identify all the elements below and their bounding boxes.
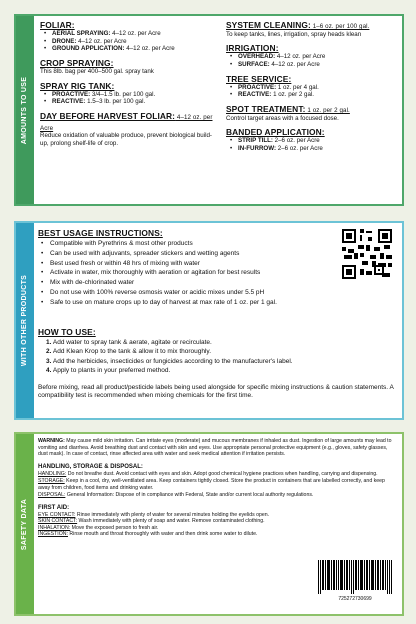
barcode-number: 725272730699 <box>338 596 372 602</box>
inhalation-item: INHALATION: Move the exposed person to fresh air. <box>38 524 159 531</box>
banded-title: BANDED APPLICATION: <box>226 127 325 138</box>
ingestion-item: INGESTION: Rinse mouth and throat thoroughly with water and then drink some water to dilute. <box>38 531 258 537</box>
handling-title: HANDLING, STORAGE & DISPOSAL: <box>38 463 143 470</box>
warning-text: WARNING: May cause mild skin irritation. Can irritate eyes (moderate) and mucous membranes if inhaled as dust. Ingestion of large amounts may lead to vomiting and diarrhea. Avoid breathing dust and contact with skin and eyes. Use appropriate personal protective equipment (e.g., gloves, safety glasses, dust mask). In case of contact, rinse affected area with water and seek medical attention if irritation persists. <box>38 438 392 457</box>
banded-section <box>226 127 402 152</box>
list-item: • REACTIVE: 1 oz. per 2 gal. <box>226 91 402 99</box>
list-item: • Safe to use on mature crops up to day of harvest at max rate of 1 oz. per 1 gal. <box>38 298 338 308</box>
system-text: To keep tanks, lines, irrigation, spray heads klean <box>226 30 362 38</box>
harvest-section <box>40 111 220 147</box>
foliar-title: FOLIAR: <box>40 20 75 30</box>
list-item: 3. Add the herbicides, insecticides or fungicides according to the manufacturer's label. <box>46 357 293 365</box>
amounts-right-column <box>226 20 402 158</box>
list-item: • OVERHEAD: 4–12 oz. per Acre <box>226 53 402 61</box>
list-item: • DRONE: 4–12 oz. per Acre <box>40 38 220 46</box>
spot-section <box>226 104 402 122</box>
eye-contact-item: EYE CONTACT: Rinse immediately with plenty of water for several minutes holding the eyelids open. <box>38 511 270 518</box>
spot-title: SPOT TREATMENT: 1 oz. per 2 gal. <box>226 104 350 114</box>
foliar-section <box>40 20 220 53</box>
crop-spraying-text: This 8lb. bag per 400–500 gal. spray tank <box>40 68 154 76</box>
list-item: 1. Add water to spray tank & aerate, agitate or recirculate. <box>46 339 212 346</box>
safety-panel <box>14 432 404 616</box>
list-item: • Compatible with Pyrethrins & most other products <box>38 239 338 249</box>
list-item: • PROACTIVE: 1 oz. per 4 gal. <box>226 84 402 92</box>
list-item: • Can be used with adjuvants, spreader stickers and wetting agents <box>38 249 338 259</box>
list-item: • AERIAL SPRAYING: 4–12 oz. per Acre <box>40 30 220 38</box>
list-item: • IN-FURROW: 2–6 oz. per Acre <box>226 145 402 153</box>
skin-contact-item: SKIN CONTACT: Wash immediately with plenty of soap and water. Remove contaminated clothing. <box>38 518 265 524</box>
system-title: SYSTEM CLEANING: 1–6 oz. per 100 gal. <box>226 20 370 30</box>
disposal-item: DISPOSAL: General Information: Dispose of in compliance with Federal, State and/or current local authority regulations. <box>38 492 314 498</box>
spray-rig-section <box>40 81 220 106</box>
amounts-tab: AMOUNTS TO USE <box>16 16 34 204</box>
irrigation-section <box>226 43 402 68</box>
crop-spraying-title: CROP SPRAYING: <box>40 58 114 69</box>
list-item: • Best used fresh or within 48 hrs of mixing with water <box>38 259 338 269</box>
list-item: • STRIP TILL: 2–6 oz. per Acre <box>226 137 402 145</box>
spray-rig-title: SPRAY RIG TANK: <box>40 80 115 91</box>
qr-code-icon[interactable] <box>342 229 392 279</box>
list-item: • REACTIVE: 1.5–3 lb. per 100 gal. <box>40 98 220 106</box>
handling-item: HANDLING: Do not breathe dust. Avoid contact with eyes and skin. Adopt good chemical hygiene practices when handling, carrying and dispensing. <box>38 470 378 477</box>
how-to-use-title: HOW TO USE: <box>38 327 96 337</box>
harvest-text: Reduce oxidation of valuable produce, prevent biological build-up, prolong shelf-life of crop. <box>40 132 212 147</box>
first-aid-title: FIRST AID: <box>38 504 70 511</box>
list-item: • Mix with de-chlorinated water <box>38 278 338 288</box>
list-item: • GROUND APPLICATION: 4–12 oz. per Acre <box>40 45 220 53</box>
mixing-note: Before mixing, read all product/pesticide labels being used alongside for specific mixing instructions & caution statements. A compatibility test is recommended when mixing chemicals for the first time. <box>38 383 394 400</box>
products-tab: WITH OTHER PRODUCTS <box>16 223 34 418</box>
amounts-left-column <box>40 20 220 152</box>
list-item: • Activate in water, mix thoroughly with aeration or agitation for best results <box>38 268 338 278</box>
irrigation-title: IRRIGATION: <box>226 43 279 54</box>
list-item: 2. Add Klean Krop to the tank & allow it to mix thoroughly. <box>46 348 212 356</box>
tree-section <box>226 74 402 99</box>
barcode-icon <box>318 560 392 594</box>
list-item: • Do not use with 100% reverse osmosis water or acidic mixes under 5.5 pH <box>38 288 338 298</box>
harvest-title: DAY BEFORE HARVEST FOLIAR: 4–12 oz. per Acre <box>40 111 213 132</box>
best-usage-title: BEST USAGE INSTRUCTIONS: <box>38 228 163 238</box>
safety-tab: SAFETY DATA <box>16 434 34 614</box>
storage-item: STORAGE: Keep in a cool, dry, well-ventilated area. Keep containers tightly closed. Store the product in containers that are labelled correctly, and keep away from children, food items and drinking water. <box>38 478 385 491</box>
list-item: • PROACTIVE: 3/4–1.5 lb. per 100 gal. <box>40 91 220 99</box>
list-item: 4. Apply to plants in your preferred method. <box>46 367 171 375</box>
system-section <box>226 20 402 38</box>
products-panel <box>14 221 404 420</box>
amounts-panel <box>14 14 404 206</box>
how-to-use-list <box>38 338 398 376</box>
spot-text: Control target areas with a focused dose. <box>226 114 339 122</box>
tree-title: TREE SERVICE: <box>226 73 292 84</box>
list-item: • SURFACE: 4–12 oz. per Acre <box>226 61 402 69</box>
best-usage-list <box>38 239 338 308</box>
crop-spraying-section <box>40 58 220 76</box>
